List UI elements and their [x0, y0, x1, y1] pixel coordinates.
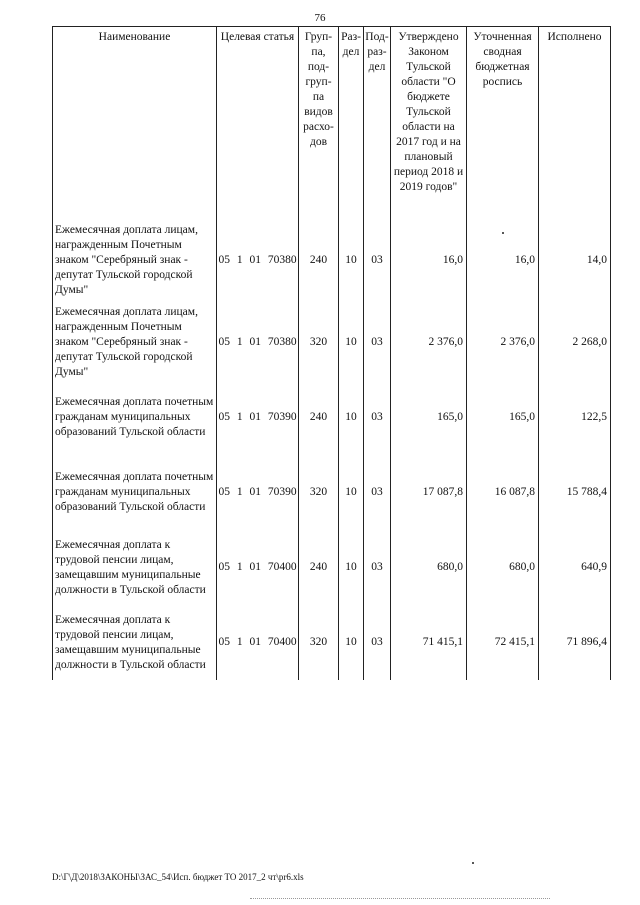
footer-file-path: D:\Г\Д\2018\ЗАКОНЫ\ЗАС_54\Исп. бюджет ТО 2017_2 чт\pr6.xls: [52, 872, 304, 882]
table-row: [53, 455, 611, 530]
row-executed: 640,9: [539, 530, 611, 605]
row-section: 10: [339, 305, 364, 380]
row-refined: 2 376,0: [467, 305, 539, 380]
row-group: 240: [299, 216, 339, 305]
column-header-group: Груп-па, под-груп-па видов расхо-дов: [299, 27, 339, 217]
table-header-row: [53, 27, 611, 217]
row-executed: 71 896,4: [539, 605, 611, 680]
scan-edge-line: [250, 898, 550, 900]
row-refined: 165,0: [467, 380, 539, 455]
row-approved: 2 376,0: [391, 305, 467, 380]
row-executed: 15 788,4: [539, 455, 611, 530]
row-name: Ежемесячная доплата лицам, награжденным Почетным знаком "Серебряный знак - депутат Тульской городской Думы": [53, 305, 217, 380]
row-section: 10: [339, 455, 364, 530]
row-section: 10: [339, 216, 364, 305]
column-header-refined: Уточненная сводная бюджетная роспись: [467, 27, 539, 217]
row-executed: 2 268,0: [539, 305, 611, 380]
row-name: Ежемесячная доплата к трудовой пенсии лицам, замещавшим муниципальные должности в Тульской области: [53, 530, 217, 605]
row-group: 240: [299, 530, 339, 605]
row-article: 05 1 01 70380: [217, 305, 299, 380]
row-refined: 680,0: [467, 530, 539, 605]
row-approved: 165,0: [391, 380, 467, 455]
column-header-executed: Исполнено: [539, 27, 611, 217]
row-name: Ежемесячная доплата к трудовой пенсии лицам, замещавшим муниципальные должности в Тульской области: [53, 605, 217, 680]
row-refined: 16 087,8: [467, 455, 539, 530]
row-subsection: 03: [364, 455, 391, 530]
table-row: [53, 216, 611, 305]
row-article: 05 1 01 70400: [217, 605, 299, 680]
row-approved: 680,0: [391, 530, 467, 605]
table-row: [53, 605, 611, 680]
row-group: 320: [299, 305, 339, 380]
row-article: 05 1 01 70380: [217, 216, 299, 305]
row-subsection: 03: [364, 380, 391, 455]
row-group: 320: [299, 455, 339, 530]
row-refined: 72 415,1: [467, 605, 539, 680]
row-executed: 14,0: [539, 216, 611, 305]
row-approved: 17 087,8: [391, 455, 467, 530]
row-group: 320: [299, 605, 339, 680]
row-name: Ежемесячная доплата почетным гражданам муниципальных образований Тульской области: [53, 455, 217, 530]
row-section: 10: [339, 380, 364, 455]
column-header-section: Раз-дел: [339, 27, 364, 217]
table-row: [53, 380, 611, 455]
row-approved: 16,0: [391, 216, 467, 305]
page-number: 76: [314, 12, 326, 24]
scan-speck: [472, 862, 474, 864]
column-header-name: Наименование: [53, 27, 217, 217]
table-row: [53, 305, 611, 380]
row-name: Ежемесячная доплата лицам, награжденным Почетным знаком "Серебряный знак - депутат Тульской городской Думы": [53, 216, 217, 305]
column-header-approved: Утверждено Законом Тульской области "О бюджете Тульской области на 2017 год и на плановый период 2018 и 2019 годов": [391, 27, 467, 217]
row-subsection: 03: [364, 305, 391, 380]
budget-table: [52, 26, 611, 680]
table-row: [53, 530, 611, 605]
column-header-subsection: Под-раз-дел: [364, 27, 391, 217]
row-subsection: 03: [364, 530, 391, 605]
row-refined: 16,0: [467, 216, 539, 305]
row-section: 10: [339, 605, 364, 680]
row-approved: 71 415,1: [391, 605, 467, 680]
row-group: 240: [299, 380, 339, 455]
row-subsection: 03: [364, 216, 391, 305]
scan-speck: [502, 232, 504, 234]
row-subsection: 03: [364, 605, 391, 680]
row-name: Ежемесячная доплата почетным гражданам муниципальных образований Тульской области: [53, 380, 217, 455]
row-section: 10: [339, 530, 364, 605]
row-article: 05 1 01 70400: [217, 530, 299, 605]
row-article: 05 1 01 70390: [217, 380, 299, 455]
row-article: 05 1 01 70390: [217, 455, 299, 530]
column-header-article: Целевая статья: [217, 27, 299, 217]
row-executed: 122,5: [539, 380, 611, 455]
